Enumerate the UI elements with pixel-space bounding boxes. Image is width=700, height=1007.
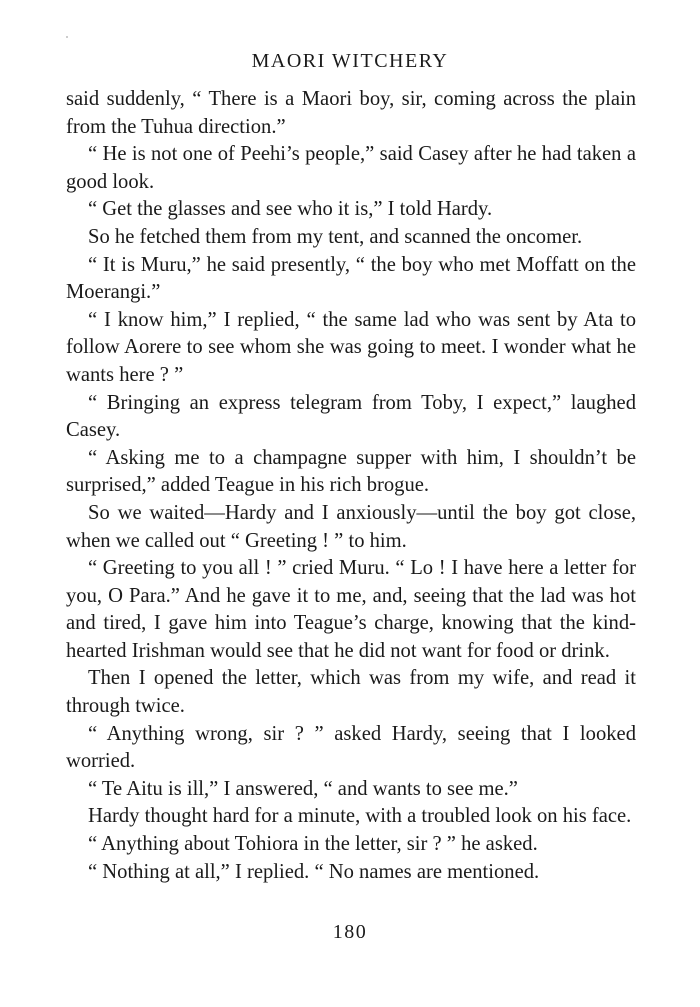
paragraph: “ Greeting to you all ! ” cried Muru. “ Lo ! I have here a letter for you, O Para.” And he gave it to me, and, seeing that the lad was hot and tired, I gave him into Teague’s charge, knowing that the kind-hearted Irishman would see that he did not want for food or drink.	[66, 557, 636, 662]
paragraph: “ Nothing at all,” I replied. “ No names are mentioned.	[88, 860, 540, 883]
paragraph: “ I know him,” I replied, “ the same lad who was sent by Ata to follow Aorere to see whom she was going to meet. I wonder what he wants here ? ”	[66, 308, 636, 386]
paragraph: “ Bringing an express telegram from Toby, I expect,” laughed Casey.	[66, 391, 636, 442]
paragraph: “ He is not one of Peehi’s people,” said Casey after he had taken a good look.	[66, 143, 636, 193]
paragraph: “ Get the glasses and see who it is,” I told Hardy.	[88, 198, 493, 221]
paragraph: So we waited—Hardy and I anxiously—until the boy got close, when we called out “ Greeting ! ” to him.	[66, 501, 636, 552]
running-head: MAORI WITCHERY	[251, 50, 449, 72]
paper-speck	[66, 36, 68, 38]
paragraph: said suddenly, “ There is a Maori boy, sir, coming across the plain from the Tuhua direction.”	[66, 88, 636, 138]
page-number: 180	[332, 921, 368, 943]
paragraph: “ Anything wrong, sir ? ” asked Hardy, seeing that I looked worried.	[66, 722, 636, 773]
paragraph: “ Anything about Tohiora in the letter, sir ? ” he asked.	[88, 833, 538, 856]
paragraph: Then I opened the letter, which was from my wife, and read it through twice.	[66, 667, 636, 718]
paragraph: “ Asking me to a champagne supper with him, I shouldn’t be surprised,” added Teague in his rich brogue.	[66, 446, 636, 497]
paragraph: So he fetched them from my tent, and scanned the oncomer.	[88, 225, 583, 248]
paragraph: “ Te Aitu is ill,” I answered, “ and wants to see me.”	[88, 777, 518, 800]
paragraph: “ It is Muru,” he said presently, “ the boy who met Moffatt on the Moerangi.”	[66, 253, 636, 304]
paragraph: Hardy thought hard for a minute, with a troubled look on his face.	[88, 805, 632, 828]
body-text	[66, 86, 636, 886]
